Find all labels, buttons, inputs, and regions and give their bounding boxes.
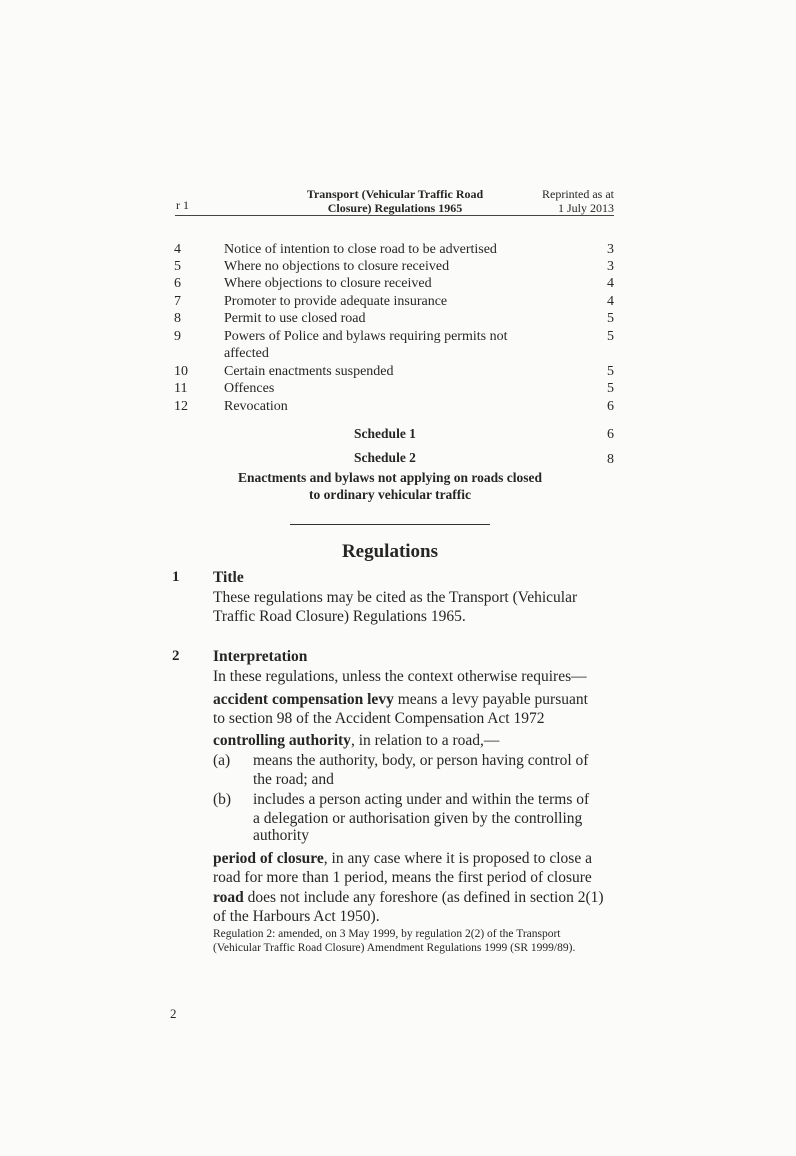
regulations-heading: Regulations bbox=[341, 541, 439, 562]
toc-title: Permit to use closed road bbox=[224, 311, 366, 326]
toc-title: Revocation bbox=[224, 399, 288, 414]
schedule-1-page: 6 bbox=[607, 427, 614, 442]
definition-line: to section 98 of the Accident Compensation Act 1972 bbox=[213, 710, 545, 727]
item-a-label: (a) bbox=[213, 752, 231, 769]
schedule-2-label: Schedule 2 bbox=[354, 450, 416, 465]
item-b-line2: a delegation or authorisation given by the controlling bbox=[253, 810, 583, 827]
definition-line: of the Harbours Act 1950). bbox=[213, 908, 380, 925]
amendment-note bbox=[213, 927, 613, 955]
item-b-line1: includes a person acting under and within the terms of bbox=[253, 791, 590, 808]
definition-period-of-closure bbox=[213, 849, 592, 868]
definition-accident-compensation-levy bbox=[213, 690, 588, 709]
amendment-note-line1: Regulation 2: amended, on 3 May 1999, by regulation 2(2) of the Transport bbox=[213, 928, 561, 940]
section-2-number: 2 bbox=[172, 648, 180, 664]
toc-number: 9 bbox=[174, 329, 181, 344]
toc-number: 12 bbox=[174, 399, 188, 414]
item-b-line3: authority bbox=[253, 827, 309, 844]
toc-number: 11 bbox=[174, 381, 188, 396]
toc-title: Notice of intention to close road to be advertised bbox=[224, 242, 497, 257]
definition-term: accident compensation levy bbox=[213, 691, 394, 708]
section-1-title: Title bbox=[213, 569, 244, 586]
toc-title-continuation: affected bbox=[224, 346, 269, 361]
schedule-2-page: 8 bbox=[607, 452, 614, 467]
toc-page: 6 bbox=[607, 399, 614, 414]
definition-road bbox=[213, 888, 604, 907]
toc-page: 4 bbox=[607, 294, 614, 309]
toc-title: Offences bbox=[224, 381, 275, 396]
toc-number: 5 bbox=[174, 259, 181, 274]
section-2-intro: In these regulations, unless the context otherwise requires— bbox=[213, 668, 587, 685]
toc-title: Powers of Police and bylaws requiring permits not bbox=[224, 329, 508, 344]
schedule-2-title-line2: to ordinary vehicular traffic bbox=[308, 487, 472, 502]
toc-page: 3 bbox=[607, 259, 614, 274]
schedule-2-title-line1: Enactments and bylaws not applying on roads closed bbox=[238, 470, 542, 485]
toc-number: 8 bbox=[174, 311, 181, 326]
section-1-number: 1 bbox=[172, 569, 180, 585]
item-a-line1: means the authority, body, or person having control of bbox=[253, 752, 589, 769]
header-title-line2: Closure) Regulations 1965 bbox=[327, 201, 463, 215]
amendment-note-line2: (Vehicular Traffic Road Closure) Amendment Regulations 1999 (SR 1999/89). bbox=[213, 942, 576, 954]
definition-term: controlling authority bbox=[213, 732, 351, 749]
item-b-label: (b) bbox=[213, 791, 232, 808]
toc-number: 7 bbox=[174, 294, 181, 309]
toc-title: Certain enactments suspended bbox=[224, 364, 394, 379]
item-a-line2: the road; and bbox=[253, 771, 334, 788]
header-reprint-line1: Reprinted as at bbox=[542, 187, 614, 201]
definition-text: , in any case where it is proposed to close a bbox=[323, 850, 592, 867]
toc-page: 5 bbox=[607, 381, 614, 396]
toc-title: Where no objections to closure received bbox=[224, 259, 450, 274]
toc-page: 4 bbox=[607, 276, 614, 291]
toc-title: Where objections to closure received bbox=[224, 276, 432, 291]
definition-line: road for more than 1 period, means the first period of closure bbox=[213, 869, 592, 886]
toc-page: 3 bbox=[607, 242, 614, 257]
definition-term: period of closure bbox=[213, 850, 324, 867]
toc-page: 5 bbox=[607, 311, 614, 326]
header-title bbox=[290, 187, 500, 215]
schedule-1-label: Schedule 1 bbox=[354, 426, 416, 441]
header-reprint-info bbox=[500, 187, 614, 215]
definition-term: road bbox=[213, 889, 244, 906]
toc-number: 10 bbox=[174, 364, 188, 379]
header-title-line1: Transport (Vehicular Traffic Road bbox=[306, 187, 484, 201]
definition-text: does not include any foreshore (as defined in section 2(1) bbox=[243, 889, 604, 906]
toc-page: 5 bbox=[607, 329, 614, 344]
section-1-line1: These regulations may be cited as the Transport (Vehicular bbox=[213, 589, 578, 606]
definition-controlling-authority bbox=[213, 731, 499, 750]
definition-text: means a levy payable pursuant bbox=[393, 691, 588, 708]
header-part-label: r 1 bbox=[176, 198, 189, 212]
toc-page: 5 bbox=[607, 364, 614, 379]
definition-text: , in relation to a road,— bbox=[350, 732, 500, 749]
schedule-2-title bbox=[200, 469, 580, 503]
toc-number: 4 bbox=[174, 242, 181, 257]
section-1-line2: Traffic Road Closure) Regulations 1965. bbox=[213, 608, 466, 625]
header-rule bbox=[175, 215, 614, 216]
toc-title: Promoter to provide adequate insurance bbox=[224, 294, 448, 309]
toc-number: 6 bbox=[174, 276, 181, 291]
header-reprint-line2: 1 July 2013 bbox=[557, 201, 614, 215]
section-divider bbox=[290, 524, 490, 525]
page-number: 2 bbox=[170, 1006, 177, 1021]
section-2-title: Interpretation bbox=[213, 648, 308, 665]
